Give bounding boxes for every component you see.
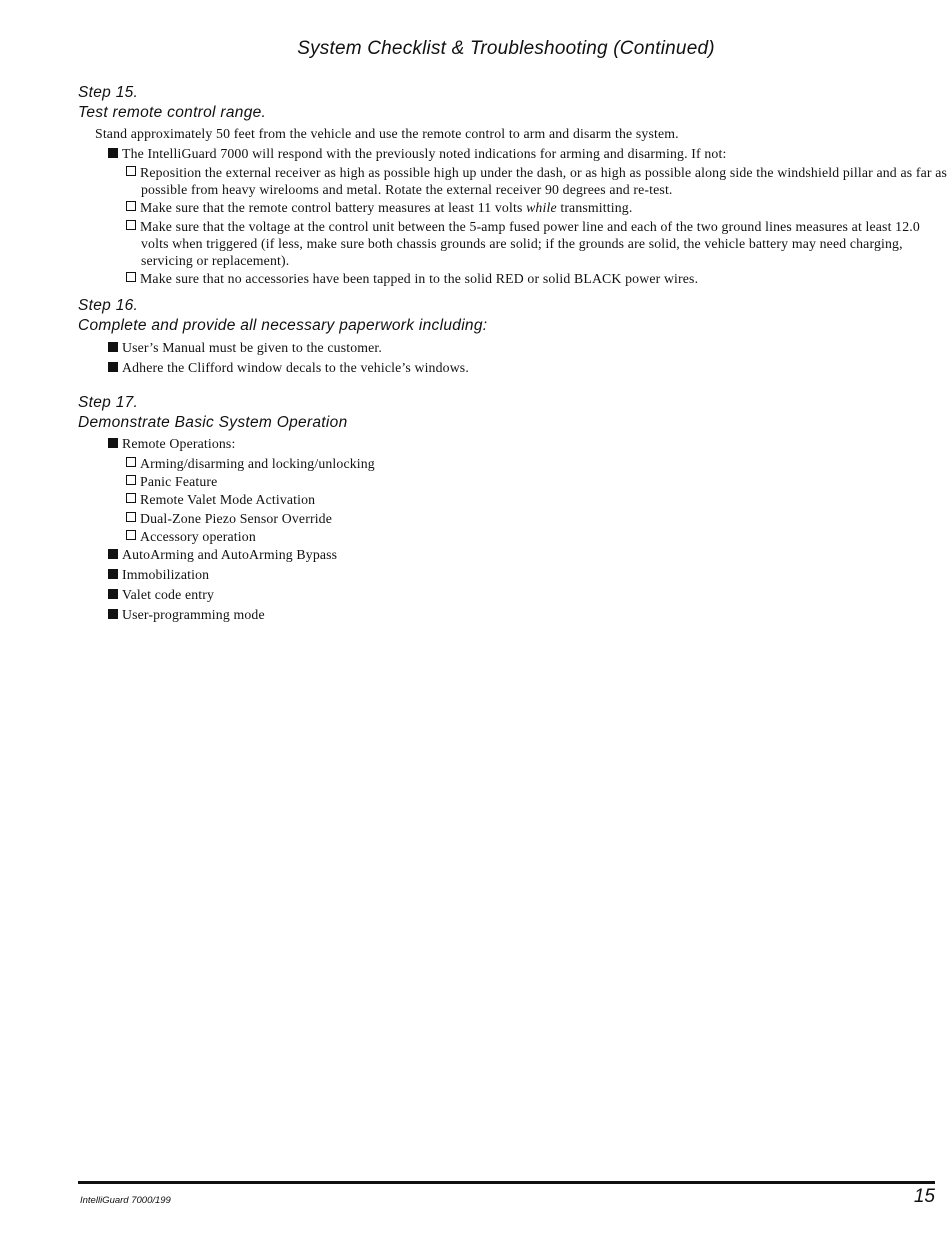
step-17-bullet-valet — [108, 586, 214, 603]
filled-square-bullet-icon — [108, 589, 118, 599]
subitem-text: Make sure that the voltage at the control unit between the 5-amp fused power line and each of the two ground lines measures at least 12.0 volts when triggered (if less, make sure both chassis grounds are solid; if the grounds are solid, the vehicle battery may need charging, servicing or replacement). — [140, 219, 920, 268]
subitem-text: Make sure that no accessories have been tapped in to the solid RED or solid BLACK power wires. — [140, 271, 699, 286]
bullet-text: The IntelliGuard 7000 will respond with the previously noted indications for arming and disarming. If not: — [122, 146, 727, 161]
subitem-text: Dual-Zone Piezo Sensor Override — [140, 511, 332, 526]
step-15-intro: Stand approximately 50 feet from the vehicle and use the remote control to arm and disarm the system. — [95, 126, 679, 141]
bullet-text: Adhere the Clifford window decals to the vehicle’s windows. — [122, 360, 469, 375]
footer-page-number: 15 — [913, 1186, 935, 1207]
subitem-text-before: Make sure that the remote control battery measures at least 11 volts — [140, 200, 527, 215]
bullet-text: Immobilization — [122, 567, 210, 582]
bullet-text: Remote Operations: — [122, 436, 236, 451]
step-15-number: Step 15. — [78, 84, 139, 101]
step-15-subitem-reposition — [126, 164, 950, 198]
filled-square-bullet-icon — [108, 569, 118, 579]
filled-square-bullet-icon — [108, 342, 118, 352]
step-16-bullet-manual — [108, 339, 382, 356]
filled-square-bullet-icon — [108, 549, 118, 559]
step-17-bullet-remote — [108, 435, 235, 452]
step-15-subitem-accessories — [126, 270, 698, 287]
step-15-bullet — [108, 145, 726, 162]
step-17-number: Step 17. — [78, 394, 139, 411]
bullet-text: User’s Manual must be given to the customer. — [122, 340, 383, 355]
step-17-remote-item — [126, 455, 375, 472]
step-16-title: Complete and provide all necessary paperwork including: — [78, 317, 488, 334]
subitem-text-after: transmitting. — [556, 200, 633, 215]
step-15-subitem-voltage — [126, 218, 950, 269]
page-title: System Checklist & Troubleshooting (Continued) — [297, 38, 715, 59]
checkbox-square-icon — [126, 272, 136, 282]
subitem-text: Arming/disarming and locking/unlocking — [140, 456, 375, 471]
filled-square-bullet-icon — [108, 609, 118, 619]
subitem-text: Accessory operation — [140, 529, 256, 544]
bullet-text: AutoArming and AutoArming Bypass — [122, 547, 338, 562]
footer-document-id: IntelliGuard 7000/199 — [80, 1195, 171, 1206]
subitem-text-emphasis: while — [526, 200, 557, 215]
step-17-remote-item — [126, 491, 315, 508]
step-17-bullet-immobilization — [108, 566, 209, 583]
checkbox-square-icon — [126, 166, 136, 176]
filled-square-bullet-icon — [108, 438, 118, 448]
checkbox-square-icon — [126, 493, 136, 503]
checkbox-square-icon — [126, 530, 136, 540]
checkbox-square-icon — [126, 475, 136, 485]
step-17-remote-item — [126, 510, 332, 527]
bullet-text: User-programming mode — [122, 607, 265, 622]
subitem-text: Reposition the external receiver as high as possible high up under the dash, or as high as possible along side the windshield pillar and as far as possible from heavy wirelooms and metal. Rotate the external receiver 90 degrees and re-test. — [140, 165, 947, 197]
checkbox-square-icon — [126, 220, 136, 230]
step-15-subitem-battery — [126, 199, 632, 216]
filled-square-bullet-icon — [108, 148, 118, 158]
filled-square-bullet-icon — [108, 362, 118, 372]
checkbox-square-icon — [126, 512, 136, 522]
step-15-title: Test remote control range. — [78, 104, 267, 121]
step-16-bullet-decals — [108, 359, 469, 376]
subitem-text: Panic Feature — [140, 474, 218, 489]
step-17-remote-item — [126, 528, 256, 545]
step-16-number: Step 16. — [78, 297, 139, 314]
step-17-remote-item — [126, 473, 217, 490]
step-17-title: Demonstrate Basic System Operation — [78, 414, 348, 431]
step-17-bullet-autoarming — [108, 546, 337, 563]
checkbox-square-icon — [126, 457, 136, 467]
bullet-text: Valet code entry — [122, 587, 215, 602]
subitem-text: Remote Valet Mode Activation — [140, 492, 316, 507]
step-17-bullet-programming — [108, 606, 265, 623]
checkbox-square-icon — [126, 201, 136, 211]
footer-divider — [78, 1181, 935, 1184]
